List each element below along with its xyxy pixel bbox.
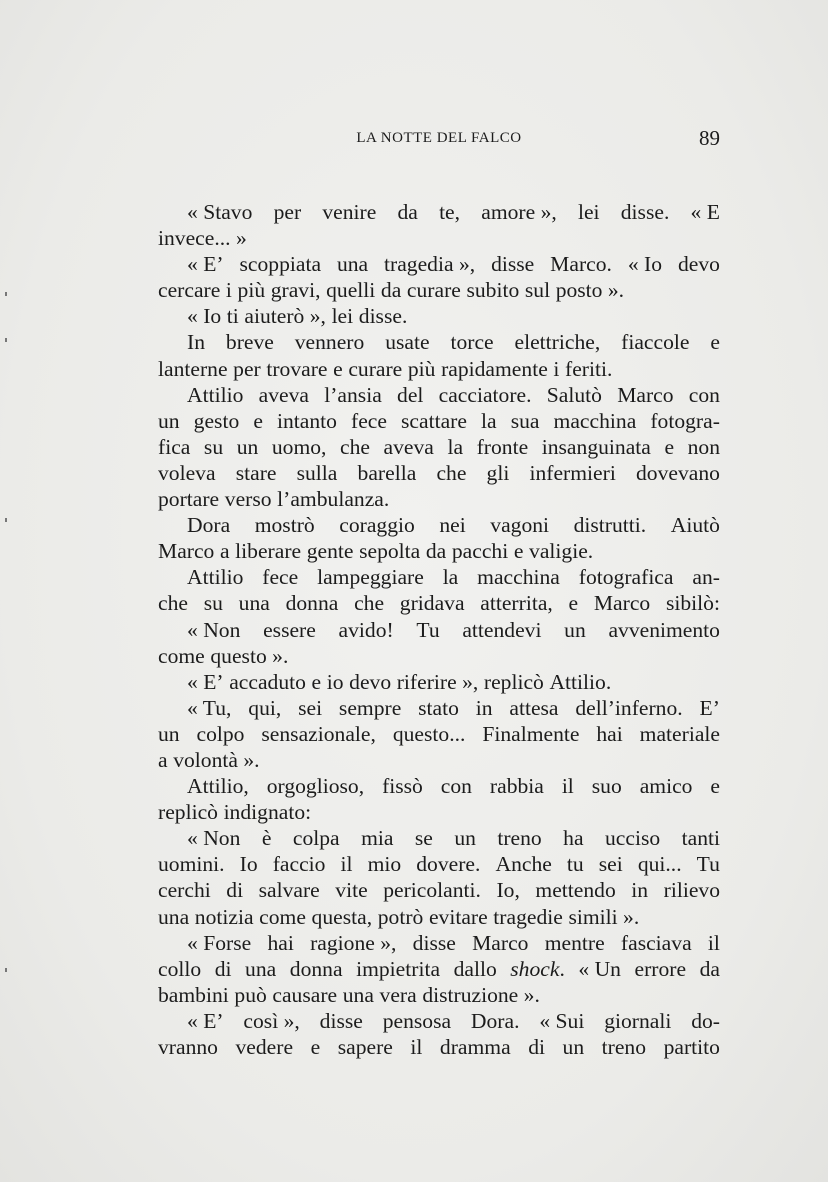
text-line bbox=[158, 1034, 720, 1060]
word: del bbox=[397, 382, 424, 407]
word: posto ». bbox=[555, 278, 625, 303]
word: gli bbox=[486, 460, 510, 485]
word: te, bbox=[439, 200, 461, 224]
word: pacchi bbox=[451, 539, 509, 564]
word: tragedia », bbox=[384, 252, 476, 277]
word: mettendo bbox=[535, 878, 616, 903]
word: una bbox=[158, 904, 190, 929]
word: in bbox=[631, 878, 649, 903]
word: gravi, bbox=[270, 278, 321, 303]
word: disse. bbox=[358, 304, 408, 329]
word: Marco bbox=[593, 591, 651, 616]
word: macchina bbox=[477, 565, 560, 590]
word: così », bbox=[243, 1008, 300, 1033]
word: come bbox=[259, 904, 306, 929]
word: evitare bbox=[428, 904, 488, 929]
word: Finalmente bbox=[482, 721, 580, 746]
word: giornali bbox=[604, 1008, 672, 1033]
word: usate bbox=[385, 330, 430, 355]
text-line bbox=[158, 512, 720, 538]
word: se bbox=[414, 826, 433, 851]
word: Tu bbox=[696, 852, 720, 877]
word: venire bbox=[322, 200, 377, 224]
word: « Tu, bbox=[187, 695, 232, 720]
word: qui, bbox=[248, 695, 282, 720]
word: tragedie bbox=[493, 904, 563, 929]
text-line bbox=[158, 904, 720, 930]
text-line bbox=[158, 460, 720, 486]
word: con bbox=[440, 774, 472, 799]
word: i bbox=[553, 356, 560, 381]
word: fasciava bbox=[620, 930, 692, 955]
word: il bbox=[561, 774, 574, 799]
word: dallo bbox=[453, 956, 497, 981]
word: Io, bbox=[496, 878, 520, 903]
word: per bbox=[233, 356, 261, 381]
word: attendevi bbox=[462, 617, 542, 642]
word: gesto bbox=[193, 408, 240, 433]
word: lanterne bbox=[158, 356, 228, 381]
word: lei bbox=[331, 304, 354, 329]
word: Marco bbox=[158, 539, 215, 564]
word: quelli bbox=[326, 278, 376, 303]
word: questo... bbox=[392, 721, 466, 746]
text-line bbox=[158, 669, 720, 695]
word: dell’inferno. bbox=[575, 695, 683, 720]
word: Attilio bbox=[187, 565, 244, 590]
word: che bbox=[436, 460, 467, 485]
word: un bbox=[236, 434, 259, 459]
word: lampeggiare bbox=[317, 565, 424, 590]
word: rilievo bbox=[663, 878, 720, 903]
word: fotogra- bbox=[650, 408, 720, 433]
word: disse bbox=[491, 252, 535, 277]
word: suo bbox=[591, 774, 622, 799]
word: rabbia bbox=[489, 774, 544, 799]
word: una bbox=[342, 982, 374, 1007]
word: non bbox=[687, 434, 720, 459]
text-line bbox=[158, 251, 720, 277]
word: ucciso bbox=[605, 826, 661, 851]
word: vagoni bbox=[490, 513, 550, 538]
word: un bbox=[454, 826, 476, 851]
word: causare bbox=[272, 982, 338, 1007]
word: la bbox=[447, 434, 464, 459]
word: curare bbox=[348, 356, 403, 381]
word: tanti bbox=[681, 826, 720, 851]
text-line bbox=[158, 486, 720, 512]
word: cacciatore. bbox=[438, 382, 532, 407]
word: In bbox=[187, 330, 205, 355]
word: uomini. bbox=[158, 852, 225, 877]
word: che bbox=[354, 591, 385, 616]
word: distrutti. bbox=[573, 513, 647, 538]
word: io bbox=[326, 669, 344, 694]
word: e bbox=[311, 669, 322, 694]
text-line bbox=[158, 408, 720, 434]
word: gridava bbox=[399, 591, 465, 616]
word: fotografica bbox=[578, 565, 674, 590]
word: faccio bbox=[272, 852, 326, 877]
word: con bbox=[688, 382, 720, 407]
word: ti bbox=[226, 304, 239, 329]
word: il bbox=[410, 1035, 423, 1059]
word: più bbox=[237, 278, 266, 303]
running-title: LA NOTTE DEL FALCO bbox=[356, 130, 522, 146]
page-number: 89 bbox=[699, 126, 720, 150]
word: e bbox=[710, 774, 720, 799]
word: sulla bbox=[296, 460, 338, 485]
word: un bbox=[564, 617, 586, 642]
word: torce bbox=[450, 330, 494, 355]
text-line bbox=[158, 303, 720, 329]
word: do- bbox=[691, 1008, 720, 1033]
word: atterrita, bbox=[480, 591, 553, 616]
word: « Io bbox=[187, 304, 222, 329]
word: il bbox=[340, 852, 353, 877]
word: sua bbox=[510, 408, 540, 433]
word: invece... » bbox=[158, 226, 247, 251]
word: « Un bbox=[578, 956, 621, 981]
text-line bbox=[158, 538, 720, 564]
word: « Stavo bbox=[187, 200, 253, 224]
word: mia bbox=[361, 826, 394, 851]
word: mostrò bbox=[254, 513, 315, 538]
word: e bbox=[710, 330, 720, 355]
word: pensosa bbox=[382, 1008, 452, 1033]
word: Salutò bbox=[546, 382, 602, 407]
word: distruzione ». bbox=[422, 982, 540, 1007]
word: più bbox=[407, 356, 436, 381]
margin-speck bbox=[5, 968, 7, 972]
word: come bbox=[158, 643, 205, 668]
word: barella bbox=[357, 460, 417, 485]
word: devo bbox=[677, 252, 720, 277]
word: avido! bbox=[338, 617, 394, 642]
word: Io bbox=[239, 852, 258, 877]
word: colpo bbox=[196, 721, 245, 746]
word: stato bbox=[418, 695, 459, 720]
word: una bbox=[336, 252, 369, 277]
running-head bbox=[158, 126, 720, 152]
word: intanto bbox=[276, 408, 337, 433]
margin-speck bbox=[5, 518, 7, 522]
word: devo bbox=[349, 669, 392, 694]
word: è bbox=[261, 826, 272, 851]
word: un bbox=[158, 721, 180, 746]
word: sei bbox=[598, 852, 623, 877]
word: su bbox=[203, 434, 224, 459]
margin-speck bbox=[5, 292, 7, 296]
word: sensazionale, bbox=[261, 721, 376, 746]
word: per bbox=[273, 200, 302, 224]
word: « E’ bbox=[187, 252, 224, 277]
word: Attilio bbox=[187, 382, 244, 407]
word: Dora. bbox=[470, 1008, 520, 1033]
word: disse. bbox=[620, 200, 670, 224]
word: mio bbox=[367, 852, 402, 877]
word: di bbox=[528, 1035, 545, 1059]
text-line bbox=[158, 356, 720, 382]
word: potrò bbox=[377, 904, 424, 929]
word: verso bbox=[224, 487, 272, 512]
word: treno bbox=[497, 826, 542, 851]
word: sul bbox=[524, 278, 551, 303]
text-line bbox=[158, 277, 720, 303]
word: scoppiata bbox=[239, 252, 322, 277]
word: Marco. bbox=[550, 252, 612, 277]
word: e bbox=[568, 591, 579, 616]
text-line bbox=[158, 721, 720, 747]
word: vranno bbox=[158, 1035, 218, 1059]
word: i bbox=[225, 278, 232, 303]
word: da bbox=[425, 539, 447, 564]
word: e bbox=[253, 408, 263, 433]
text-line bbox=[158, 956, 720, 982]
word: coraggio bbox=[339, 513, 415, 538]
word: un bbox=[562, 1035, 585, 1059]
word: questa, bbox=[311, 904, 373, 929]
word: aiuterò », bbox=[244, 304, 326, 329]
word: insanguinata bbox=[541, 434, 651, 459]
word: lei bbox=[577, 200, 600, 224]
word: Dora bbox=[187, 513, 231, 538]
word: la bbox=[442, 565, 459, 590]
word: subito bbox=[466, 278, 520, 303]
word: aveva bbox=[383, 434, 434, 459]
word: portare bbox=[158, 487, 220, 512]
word: può bbox=[234, 982, 267, 1007]
word: vite bbox=[335, 878, 368, 903]
word: breve bbox=[225, 330, 274, 355]
word: disse bbox=[319, 1008, 363, 1033]
word: Marco bbox=[617, 382, 674, 407]
word: replicò bbox=[158, 800, 218, 825]
word: cerchi bbox=[158, 878, 211, 903]
text-line bbox=[158, 590, 720, 616]
word: gente bbox=[306, 539, 354, 564]
word: sempre bbox=[338, 695, 402, 720]
text-line bbox=[158, 982, 720, 1008]
text-line bbox=[158, 382, 720, 408]
word: E’ bbox=[699, 695, 720, 720]
word: « Sui bbox=[539, 1008, 585, 1033]
word: hai bbox=[267, 930, 294, 955]
word: riferire », bbox=[396, 669, 479, 694]
word: l’ansia bbox=[324, 382, 382, 407]
word: e bbox=[310, 1035, 321, 1059]
word: dovere. bbox=[416, 852, 481, 877]
word: dramma bbox=[439, 1035, 511, 1059]
word: a bbox=[219, 539, 230, 564]
word: un bbox=[158, 408, 180, 433]
word: partito bbox=[663, 1035, 720, 1059]
word: scattare bbox=[401, 408, 467, 433]
word: una bbox=[238, 591, 270, 616]
word: « E’ bbox=[187, 1008, 224, 1033]
text-line bbox=[158, 930, 720, 956]
word: « E’ bbox=[187, 669, 224, 694]
word: accaduto bbox=[229, 669, 306, 694]
word: Attilio. bbox=[549, 669, 612, 694]
text-line bbox=[158, 851, 720, 877]
word: an- bbox=[692, 565, 720, 590]
word: fece bbox=[262, 565, 299, 590]
text-line bbox=[158, 1008, 720, 1034]
word: indignato: bbox=[223, 800, 312, 825]
word: a bbox=[158, 747, 168, 772]
word: il bbox=[707, 930, 720, 955]
word: di bbox=[214, 956, 232, 981]
word: Attilio, bbox=[187, 774, 249, 799]
word: che bbox=[158, 591, 188, 616]
text-line bbox=[158, 199, 720, 225]
word: attesa bbox=[509, 695, 559, 720]
word: « Forse bbox=[187, 930, 252, 955]
word: l’ambulanza. bbox=[277, 487, 390, 512]
word: e bbox=[333, 356, 343, 381]
word: donna bbox=[289, 956, 343, 981]
text-line bbox=[158, 773, 720, 799]
word: nei bbox=[439, 513, 466, 538]
word: « E bbox=[690, 200, 720, 224]
word: sepolta bbox=[359, 539, 421, 564]
word: vera bbox=[379, 982, 417, 1007]
word: ha bbox=[563, 826, 584, 851]
word: donna bbox=[285, 591, 339, 616]
word: « Non bbox=[187, 826, 241, 851]
text-line bbox=[158, 225, 720, 251]
word: curare bbox=[406, 278, 461, 303]
word: la bbox=[481, 408, 497, 433]
text-line bbox=[158, 564, 720, 590]
word: valigie. bbox=[529, 539, 594, 564]
word: vennero bbox=[294, 330, 365, 355]
word: « Io bbox=[627, 252, 663, 277]
word: e bbox=[513, 539, 524, 564]
word: feriti. bbox=[565, 356, 613, 381]
word: shock. bbox=[510, 956, 565, 981]
word: disse bbox=[412, 930, 456, 955]
word: da bbox=[699, 956, 720, 981]
word: vedere bbox=[235, 1035, 294, 1059]
word: bambini bbox=[158, 982, 229, 1007]
word: errore bbox=[634, 956, 687, 981]
word: Anche bbox=[495, 852, 552, 877]
word: in bbox=[475, 695, 493, 720]
word: di bbox=[226, 878, 244, 903]
body-text bbox=[158, 199, 720, 1060]
word: amore », bbox=[481, 200, 557, 224]
word: e bbox=[664, 434, 675, 459]
text-line bbox=[158, 617, 720, 643]
word: fece bbox=[351, 408, 387, 433]
word: uomo, bbox=[271, 434, 327, 459]
word: tu bbox=[566, 852, 584, 877]
word: avvenimento bbox=[608, 617, 720, 642]
word: aveva bbox=[258, 382, 309, 407]
word: fissò bbox=[382, 774, 423, 799]
text-line bbox=[158, 695, 720, 721]
word: Aiutò bbox=[670, 513, 720, 538]
word: fiaccole bbox=[621, 330, 690, 355]
word: sibilò: bbox=[665, 591, 720, 616]
word: rapidamente bbox=[441, 356, 548, 381]
word: notizia bbox=[194, 904, 254, 929]
word: sei bbox=[298, 695, 323, 720]
word: sapere bbox=[337, 1035, 393, 1059]
margin-speck bbox=[5, 338, 7, 342]
word: da bbox=[397, 200, 418, 224]
word: treno bbox=[601, 1035, 647, 1059]
word: dovevano bbox=[635, 460, 720, 485]
word: qui... bbox=[637, 852, 682, 877]
text-line bbox=[158, 434, 720, 460]
word: collo bbox=[158, 956, 202, 981]
word: fica bbox=[158, 434, 191, 459]
word: Marco bbox=[472, 930, 529, 955]
word: « Non bbox=[187, 617, 241, 642]
word: pericolanti. bbox=[383, 878, 481, 903]
word: Tu bbox=[416, 617, 440, 642]
word: ragione », bbox=[310, 930, 397, 955]
text-line bbox=[158, 877, 720, 903]
text-line bbox=[158, 329, 720, 355]
word: trovare bbox=[266, 356, 328, 381]
word: stare bbox=[235, 460, 277, 485]
word: materiale bbox=[639, 721, 720, 746]
word: volontà ». bbox=[173, 747, 260, 772]
text-line bbox=[158, 747, 720, 773]
word: liberare bbox=[235, 539, 302, 564]
word: fronte bbox=[476, 434, 529, 459]
word: una bbox=[245, 956, 277, 981]
word: elettriche, bbox=[514, 330, 601, 355]
word: macchina bbox=[553, 408, 637, 433]
word: che bbox=[340, 434, 370, 459]
word: da bbox=[380, 278, 402, 303]
word: orgoglioso, bbox=[266, 774, 365, 799]
word: essere bbox=[263, 617, 316, 642]
word: colpa bbox=[292, 826, 340, 851]
text-line bbox=[158, 799, 720, 825]
text-line bbox=[158, 825, 720, 851]
word: questo ». bbox=[210, 643, 289, 668]
word: hai bbox=[596, 721, 623, 746]
word: impietrita bbox=[356, 956, 441, 981]
word: cercare bbox=[158, 278, 221, 303]
word: mentre bbox=[544, 930, 605, 955]
word: simili ». bbox=[568, 904, 640, 929]
word: salvare bbox=[258, 878, 320, 903]
text-line bbox=[158, 643, 720, 669]
word: infermieri bbox=[529, 460, 616, 485]
word: amico bbox=[639, 774, 693, 799]
word: replicò bbox=[483, 669, 544, 694]
word: voleva bbox=[158, 460, 216, 485]
word: su bbox=[203, 591, 223, 616]
